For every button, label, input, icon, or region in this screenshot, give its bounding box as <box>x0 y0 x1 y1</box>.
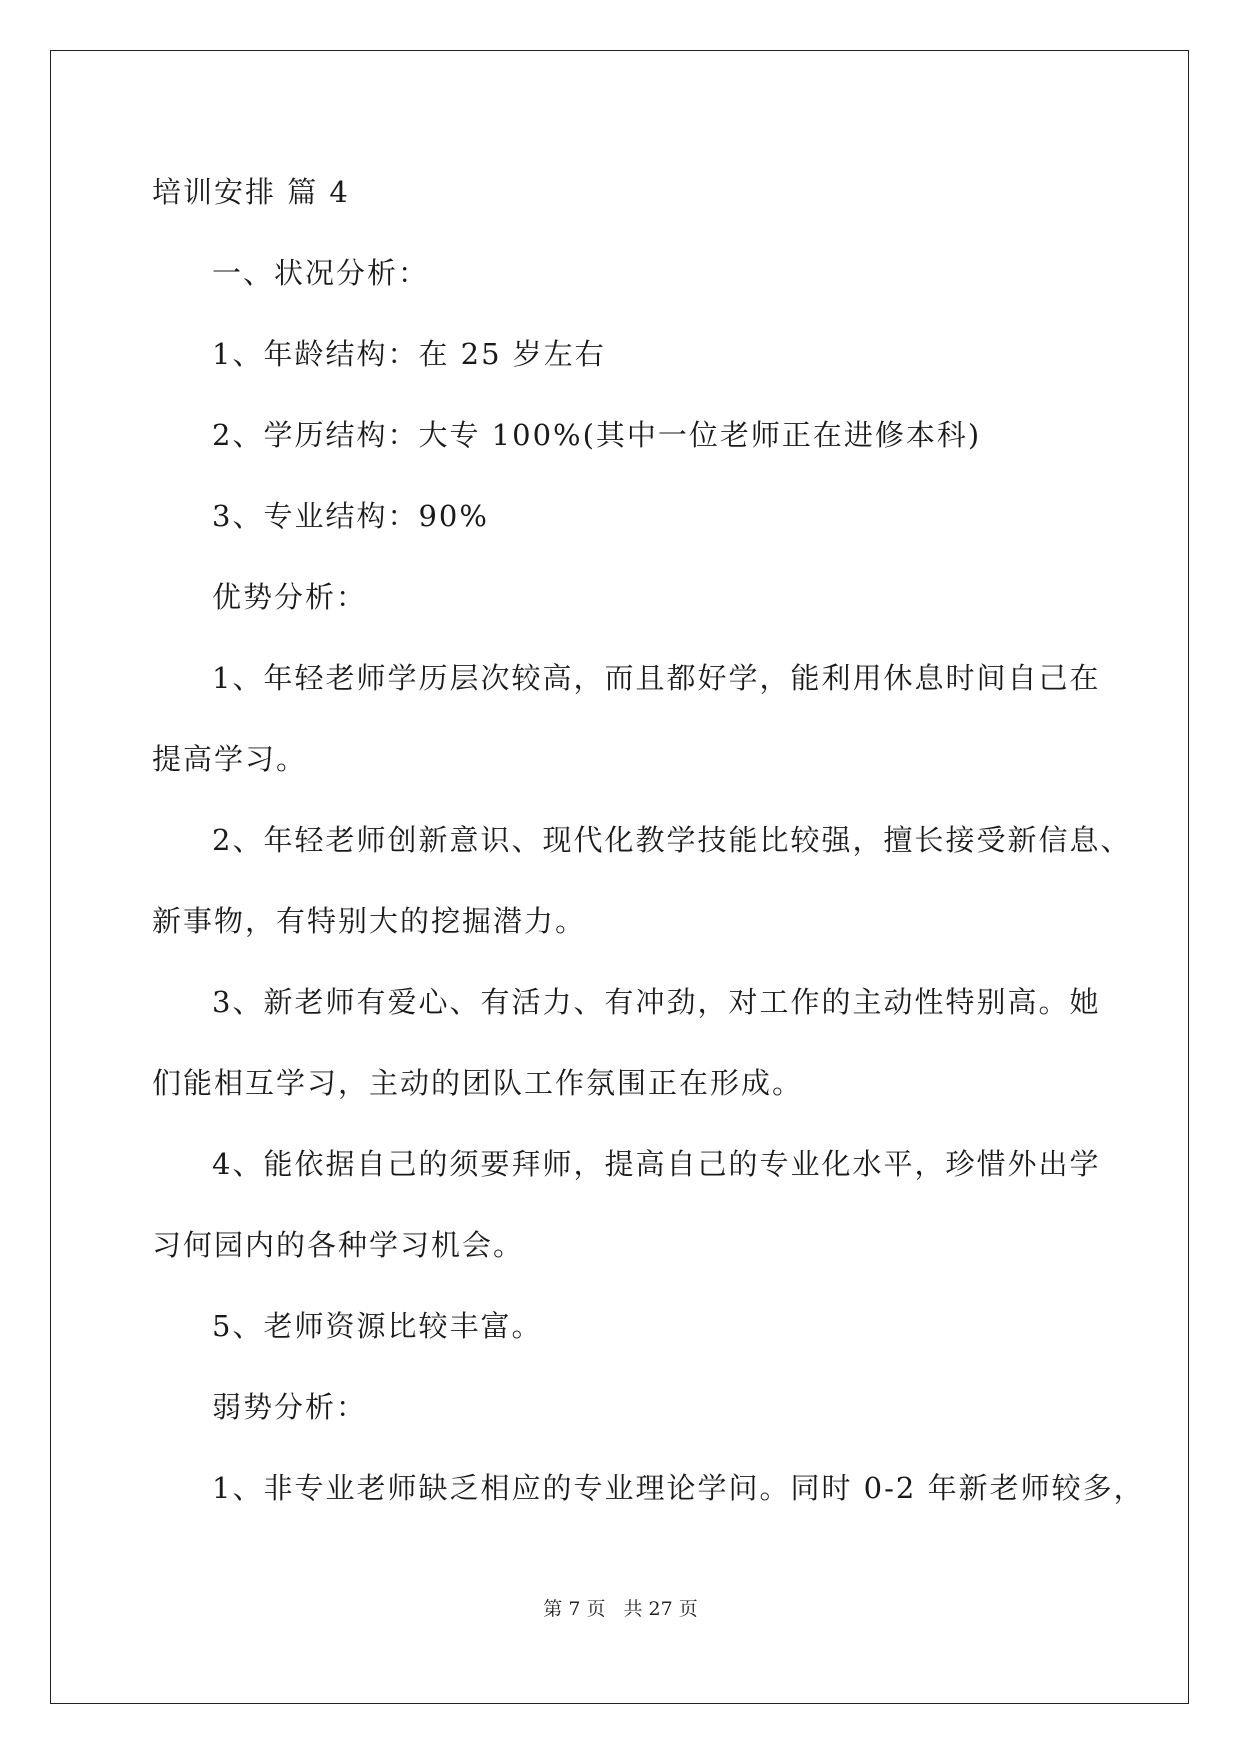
paragraph-strength-5: 5、老师资源比较丰富。 <box>212 1309 543 1343</box>
page-footer <box>0 1597 1241 1621</box>
page-border <box>50 50 1189 1704</box>
heading-strengths: 优势分析： <box>212 580 368 614</box>
heading-weaknesses: 弱势分析： <box>212 1390 368 1424</box>
paragraph-strength-4-line-1: 4、能依据自己的须要拜师，提高自己的专业化水平，珍惜外出学 <box>212 1147 1101 1181</box>
heading-situation-analysis: 一、状况分析： <box>212 256 430 290</box>
paragraph-strength-1-line-2: 提高学习。 <box>152 742 308 776</box>
paragraph-weakness-1: 1、非专业老师缺乏相应的专业理论学问。同时 0-2 年新老师较多， <box>212 1471 1145 1505</box>
paragraph-major-structure: 3、专业结构：90% <box>212 499 489 533</box>
paragraph-strength-2-line-1: 2、年轻老师创新意识、现代化教学技能比较强，擅长接受新信息、 <box>212 823 1132 857</box>
paragraph-strength-2-line-2: 新事物，有特别大的挖掘潜力。 <box>152 904 587 938</box>
page-total: 共 27 页 <box>623 1598 698 1620</box>
paragraph-strength-4-line-2: 习何园内的各种学习机会。 <box>152 1228 525 1262</box>
section-title: 培训安排 篇 4 <box>152 175 350 209</box>
paragraph-age-structure: 1、年龄结构：在 25 岁左右 <box>212 337 606 371</box>
page-number: 第 7 页 <box>543 1598 606 1620</box>
paragraph-strength-3-line-1: 3、新老师有爱心、有活力、有冲劲，对工作的主动性特别高。她 <box>212 985 1101 1019</box>
paragraph-strength-3-line-2: 们能相互学习，主动的团队工作氛围正在形成。 <box>152 1066 804 1100</box>
paragraph-strength-1-line-1: 1、年轻老师学历层次较高，而且都好学，能利用休息时间自己在 <box>212 661 1101 695</box>
paragraph-education-structure: 2、学历结构：大专 100%(其中一位老师正在进修本科) <box>212 418 982 452</box>
